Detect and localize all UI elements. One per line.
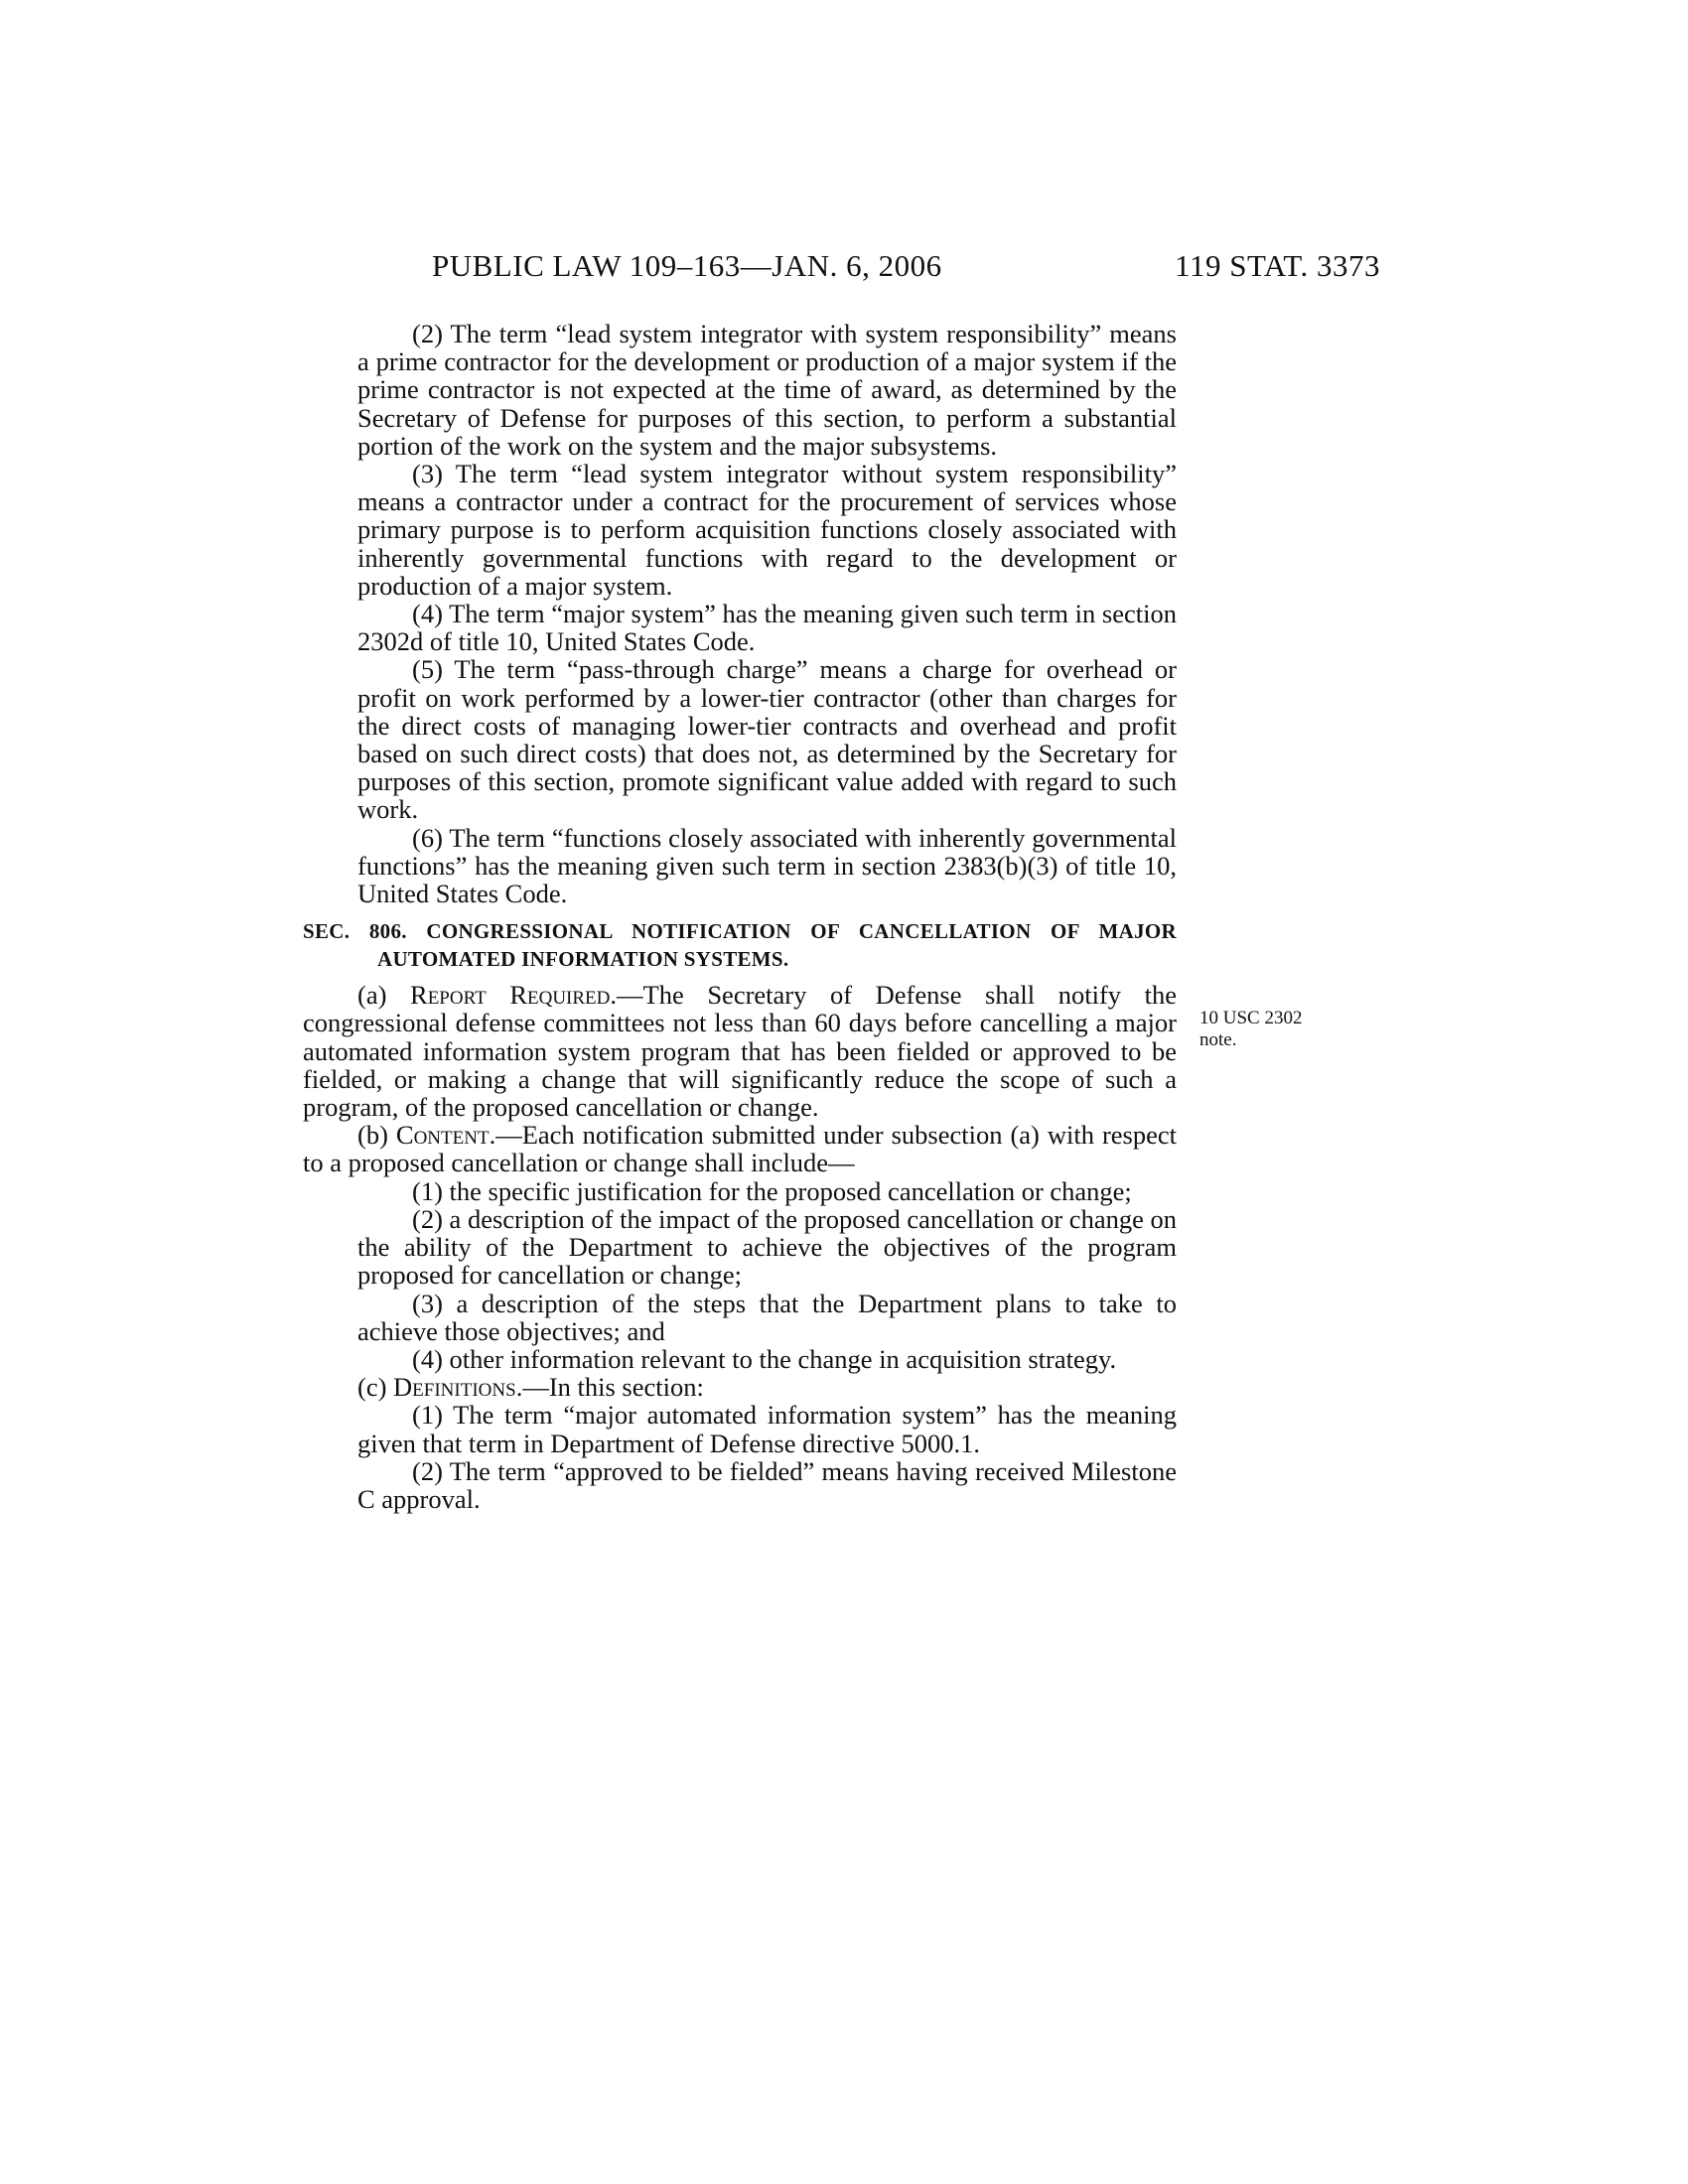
- page-body: [303, 320, 1177, 1513]
- definition-paragraph: (6) The term “functions closely associated with inherently governmental functions” has the meaning given such term in section 2383(b)(3) of title 10, United States Code.: [357, 822, 1177, 909]
- subsection-a: [303, 981, 1177, 1121]
- definition-paragraph: (3) The term “lead system integrator without system responsibility” means a contractor under a contract for the procurement of services whose primary purpose is to perform acquisition functions closely associated with inherently governmental functions with regard to the development or production of a major system.: [357, 459, 1177, 601]
- subsection-b-label: (b): [357, 1120, 396, 1151]
- page-stat-number: 119 STAT. 3373: [1175, 248, 1380, 283]
- definition-paragraph: (4) The term “major system” has the meaning given such term in section 2302d of title 10, United States Code.: [357, 599, 1177, 657]
- page-header: [303, 248, 1380, 288]
- subsection-c-item: (2) The term “approved to be fielded” means having received Milestone C approval.: [357, 1455, 1177, 1514]
- subsection-c-text: .—In this section:: [515, 1372, 704, 1403]
- definition-paragraph: (5) The term “pass-through charge” means a charge for overhead or profit on work performed by a lower-tier contractor (other than charges for the direct costs of managing lower-tier contracts and overhead and profit based on such direct costs) that does not, as determined by the Secretary for purposes of this section, promote significant value added with regard to such work.: [357, 654, 1177, 825]
- subsection-b-item: (1) the specific justification for the proposed cancellation or change;: [412, 1175, 1132, 1206]
- subsection-b-text: .—Each notification submitted under subsection (a) with respect to a proposed cancellation or change shall include—: [303, 1120, 1177, 1178]
- subsection-a-caption: Report Required: [410, 980, 611, 1011]
- definition-paragraph: (2) The term “lead system integrator with system responsibility” means a prime contractor for the development or production of a major system if the prime contractor is not expected at the time of award, as determined by the Secretary of Defense for purposes of this section, to perform a substantial portion of the work on the system and the major subsystems.: [357, 319, 1177, 461]
- subsection-c: [303, 1373, 1177, 1401]
- subsection-c-item: (1) The term “major automated information system” has the meaning given that term in Department of Defense directive 5000.1.: [357, 1400, 1177, 1458]
- subsection-a-label: (a): [357, 980, 411, 1011]
- subsection-c-caption: Definitions: [393, 1372, 516, 1403]
- section-heading: SEC. 806. CONGRESSIONAL NOTIFICATION OF CANCELLATION OF MAJOR AUTOMATED INFORMATION SYSTEMS.: [303, 919, 1177, 972]
- subsection-b-caption: Content: [395, 1120, 490, 1151]
- margin-note-citation: 10 USC 2302 note.: [1199, 1008, 1303, 1050]
- subsection-b-item: (2) a description of the impact of the proposed cancellation or change on the ability of the Department to achieve the objectives of the program proposed for cancellation or change;: [357, 1203, 1177, 1291]
- subsection-c-label: (c): [357, 1372, 394, 1403]
- subsection-a-text: .—The Secretary of Defense shall notify the congressional defense committees not less than 60 days before cancelling a major automated information system program that has been fielded or approved to be fielded, or making a change that will significantly reduce the scope of such a program, of the proposed cancellation or change.: [303, 980, 1177, 1123]
- subsection-b-item: (3) a description of the steps that the Department plans to take to achieve those objectives; and: [357, 1288, 1177, 1346]
- subsection-b-item: (4) other information relevant to the change in acquisition strategy.: [412, 1343, 1117, 1374]
- subsection-b: [303, 1121, 1177, 1176]
- running-head-title: PUBLIC LAW 109–163—JAN. 6, 2006: [432, 248, 942, 283]
